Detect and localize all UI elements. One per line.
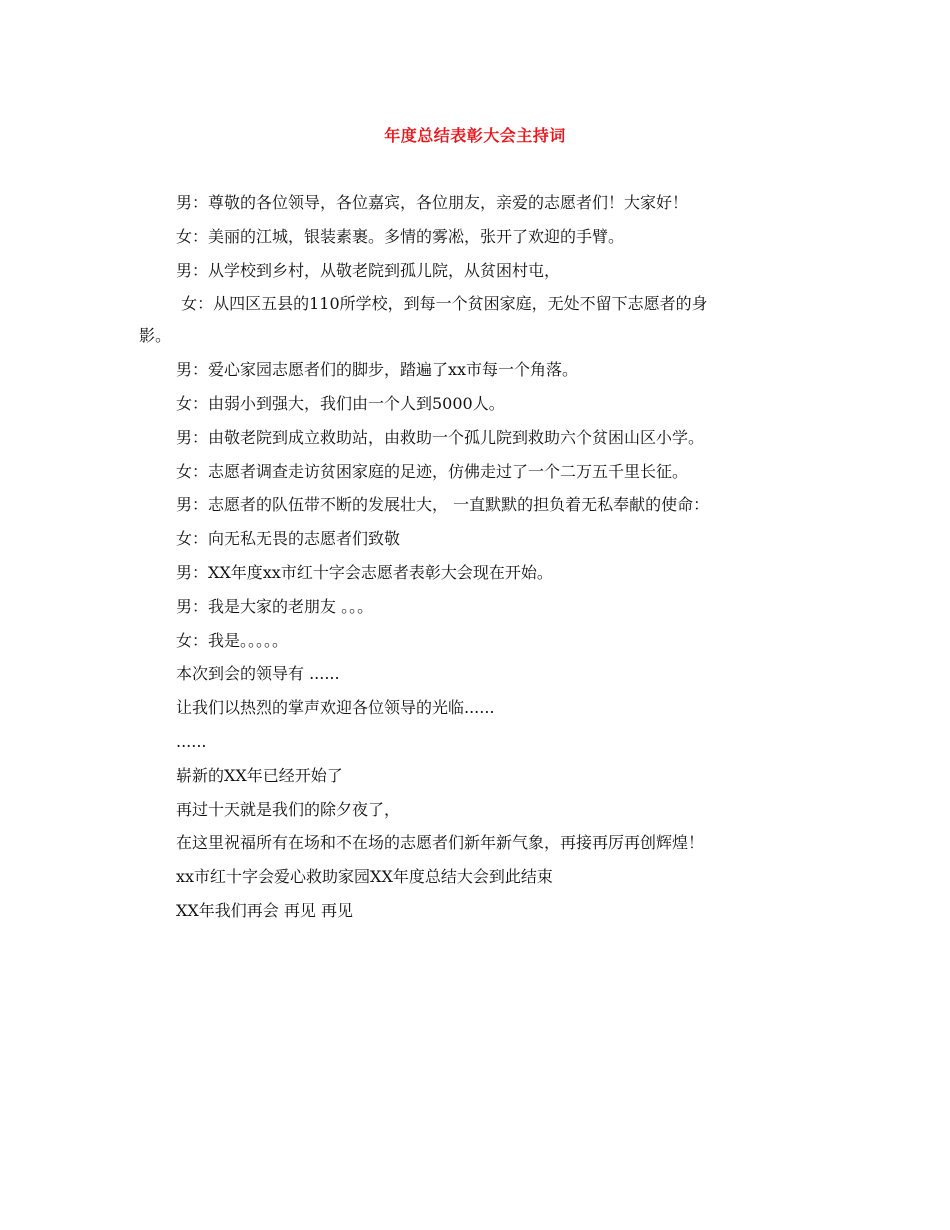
script-line: 男：爱心家园志愿者们的脚步，踏遍了xx市每一个角落。	[176, 360, 579, 380]
script-line: 男：从学校到乡村，从敬老院到孤儿院，从贫困村屯，	[176, 260, 561, 280]
script-line: 女：美丽的江城，银装素裹。多情的雾凇，张开了欢迎的手臂。	[176, 226, 625, 246]
script-line: 男：尊敬的各位领导，各位嘉宾，各位朋友，亲爱的志愿者们！大家好！	[176, 193, 689, 212]
script-line: 女：从四区五县的110所学校，到每一个贫困家庭，无处不留下志愿者的身	[176, 294, 708, 314]
script-line: 在这里祝福所有在场和不在场的志愿者们新年新气象，再接再厉再创辉煌！	[176, 833, 705, 853]
script-line: 男：XX年度xx市红十字会志愿者表彰大会现在开始。	[176, 562, 553, 582]
script-line: 女：由弱小到强大，我们由一个人到5000人。	[176, 393, 505, 413]
script-line: 再过十天就是我们的除夕夜了，	[176, 799, 401, 819]
script-line: ......	[176, 731, 207, 751]
script-line-continuation: 影。	[139, 326, 172, 346]
script-line: 本次到会的领导有 ......	[176, 664, 340, 684]
script-line: 男：志愿者的队伍带不断的发展壮大， 一直默默的担负着无私奉献的使命：	[176, 495, 710, 515]
script-line: 男：我是大家的老朋友 。。。	[176, 596, 374, 616]
script-line: 女：我是。。。。。	[176, 630, 289, 650]
document-body	[139, 191, 819, 933]
script-line: XX年我们再会 再见 再见	[176, 900, 353, 920]
script-line: 女：向无私无畏的志愿者们致敬	[176, 529, 401, 549]
script-line: 男：由敬老院到成立救助站，由救助一个孤儿院到救助六个贫困山区小学。	[176, 427, 705, 447]
script-line: 崭新的XX年已经开始了	[176, 765, 343, 785]
script-line: 女：志愿者调查走访贫困家庭的足迹，仿佛走过了一个二万五千里长征。	[176, 461, 689, 481]
document-title: 年度总结表彰大会主持词	[384, 126, 566, 145]
script-line: xx市红十字会爱心救助家园XX年度总结大会到此结束	[176, 867, 553, 887]
script-line: 让我们以热烈的掌声欢迎各位领导的光临......	[176, 698, 495, 718]
